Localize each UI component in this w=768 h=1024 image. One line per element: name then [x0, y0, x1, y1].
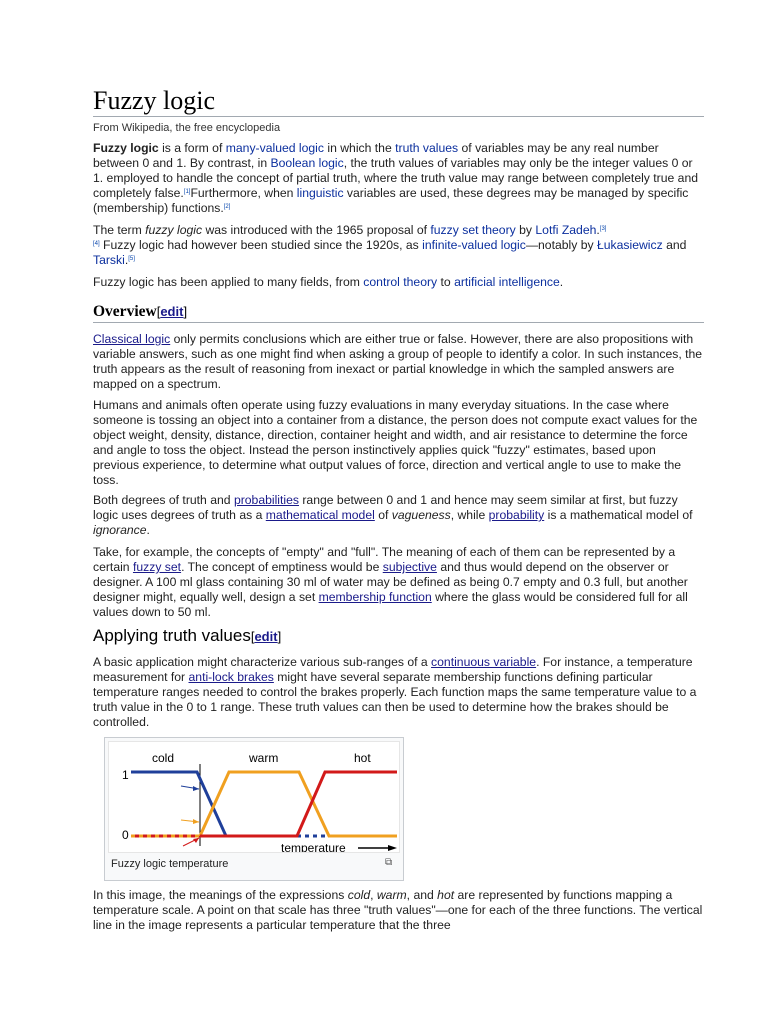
text: by: [515, 223, 536, 237]
text: might have several separate membership functions defining particular temperature ranges needed to control the brakes properly. Each function maps the same temperature value to a truth value in the 0 to 1 range. These truth values can then be used to determine how the brakes should be controlled.: [93, 670, 697, 729]
enlarge-icon[interactable]: ⧉: [385, 857, 393, 868]
citation-3[interactable]: [3]: [599, 226, 607, 232]
label-hot: hot: [354, 751, 371, 765]
link-subjective[interactable]: subjective: [382, 560, 437, 574]
link-fuzzy-set[interactable]: fuzzy set: [132, 560, 182, 574]
heading-text: Overview: [93, 303, 157, 320]
text: is a form of: [158, 141, 226, 155]
italic-term: cold: [347, 888, 371, 902]
bracket: ]: [277, 629, 282, 644]
section-heading-overview: [93, 303, 187, 321]
citation-2[interactable]: [2]: [223, 204, 231, 210]
edit-section-link: [251, 629, 281, 644]
text: .: [124, 253, 129, 267]
text: Fuzzy logic had however been studied since the 1920s, as: [99, 238, 423, 252]
y-label-zero: 0: [122, 828, 129, 842]
text: and: [662, 238, 687, 252]
label-cold: cold: [152, 751, 175, 765]
hot-curve: [200, 772, 397, 836]
text: variables are used, these degrees may be managed by specific (membership) functions.: [93, 186, 689, 215]
italic-term: vagueness: [391, 508, 451, 522]
text: .: [146, 523, 150, 537]
text: A basic application might characterize various sub-ranges of a: [93, 655, 432, 669]
text: was introduced with the 1965 proposal of: [202, 223, 431, 237]
x-axis-arrow-head: [388, 845, 397, 851]
x-axis-label: temperature: [281, 841, 346, 852]
citation-5[interactable]: [5]: [128, 256, 135, 262]
text: to: [437, 275, 455, 289]
figure-fuzzy-logic-temperature: [104, 737, 404, 881]
text: Both degrees of truth and: [93, 493, 234, 507]
fuzzy-membership-chart: [109, 742, 399, 852]
text: .: [559, 275, 564, 289]
text: —notably by: [525, 238, 597, 252]
intro-paragraph-2: [93, 223, 704, 268]
intro-paragraph-3: [93, 275, 704, 290]
link-anti-lock-brakes[interactable]: anti-lock brakes: [188, 670, 274, 684]
link-fuzzy-set-theory[interactable]: fuzzy set theory: [430, 223, 516, 237]
link-continuous-variable[interactable]: continuous variable: [431, 655, 537, 669]
link-infinite-valued-logic[interactable]: infinite-valued logic: [422, 238, 526, 252]
intro-paragraph-1: [93, 141, 704, 216]
warm-curve: [200, 772, 397, 836]
citation-1[interactable]: [1]: [183, 189, 191, 195]
overview-paragraph-3: [93, 493, 704, 538]
text: is a mathematical model of: [544, 508, 693, 522]
text: The term: [93, 223, 146, 237]
text: of: [374, 508, 392, 522]
link-mathematical-model[interactable]: mathematical model: [265, 508, 375, 522]
page-subtitle: From Wikipedia, the free encyclopedia: [93, 122, 281, 134]
link-artificial-intelligence[interactable]: artificial intelligence: [454, 275, 560, 289]
text: Fuzzy logic has been applied to many fields, from: [93, 275, 364, 289]
figure-image[interactable]: [108, 741, 400, 853]
italic-term: hot: [437, 888, 455, 902]
bold-term: Fuzzy logic: [93, 141, 159, 155]
title-divider: [93, 116, 704, 117]
text: only permits conclusions which are either true or false. However, there are also propositions with variable answers, such as one might find when asking a group of people to identify a color. In such instances, the truth appears as the result of reasoning from inexact or partial knowledge in which the sampled answers are mapped on a spectrum.: [93, 332, 703, 391]
text: Furthermore, when: [190, 186, 297, 200]
overview-paragraph-2: Humans and animals often operate using fuzzy evaluations in many everyday situations. In the case where someone is tossing an object into a container from a distance, the person does not compute exact values for the object weight, density, distance, direction, container height and width, and air resistance to determine the force and angle to toss the object. Instead the person instinctively applies quick "fuzzy" estimates, based upon previous experience, to determine what output values of force, direction and vertical angle to use to make the toss.: [93, 398, 698, 487]
link-probabilities[interactable]: probabilities: [233, 493, 299, 507]
edit-section-link: [157, 304, 187, 319]
link-membership-function[interactable]: membership function: [318, 590, 432, 604]
link-truth-values[interactable]: truth values: [395, 141, 459, 155]
applying-paragraph-1: [93, 655, 704, 730]
bracket: [: [156, 304, 161, 319]
page-title: Fuzzy logic: [93, 86, 216, 115]
citation-4[interactable]: [4]: [93, 241, 100, 247]
section-heading-applying-truth-values: [93, 626, 281, 646]
edit-link-applying[interactable]: edit: [254, 629, 278, 644]
bracket: [: [250, 629, 255, 644]
y-label-one: 1: [122, 768, 129, 782]
link-many-valued-logic[interactable]: many-valued logic: [225, 141, 324, 155]
text: .: [596, 223, 600, 237]
section-divider: [93, 322, 704, 323]
italic-term: warm: [376, 888, 407, 902]
text: are represented by functions mapping a temperature scale. A point on that scale has three "truth values"—one for each of the three functions. The vertical line in the image represents a particular temperature that the three: [93, 888, 703, 932]
text: . For instance, a temperature measurement for: [93, 655, 693, 684]
overview-paragraph-1: [93, 332, 704, 392]
bracket: ]: [183, 304, 188, 319]
text: ,: [370, 888, 377, 902]
text: and thus would depend on the observer or designer. A 100 ml glass containing 30 ml of water may be defined as being 0.7 empty and 0.3 full, but another designer might, equally well, design a set: [93, 560, 688, 604]
text: where the glass would be considered full for all values down to 50 ml.: [93, 590, 688, 619]
link-boolean-logic[interactable]: Boolean logic: [270, 156, 344, 170]
link-linguistic[interactable]: linguistic: [296, 186, 344, 200]
text: in which the: [323, 141, 396, 155]
link-probability[interactable]: probability: [488, 508, 545, 522]
italic-term: fuzzy logic: [145, 223, 203, 237]
text: range between 0 and 1 and hence may seem similar at first, but fuzzy logic uses degrees of truth as a: [93, 493, 678, 522]
link-classical-logic[interactable]: Classical logic: [93, 332, 171, 346]
text: , while: [450, 508, 489, 522]
applying-paragraph-2: [93, 888, 704, 933]
text: of variables may be any real number between 0 and 1. By contrast, in: [93, 141, 659, 170]
link-tarski[interactable]: Tarski: [93, 253, 125, 267]
text: , and: [406, 888, 438, 902]
text: . The concept of emptiness would be: [181, 560, 383, 574]
text: In this image, the meanings of the expressions: [93, 888, 348, 902]
heading-text: Applying truth values: [93, 626, 251, 645]
italic-term: ignorance: [93, 523, 147, 537]
link-lotfi-zadeh[interactable]: Lotfi Zadeh: [535, 223, 597, 237]
text: Take, for example, the concepts of "empty" and "full". The meaning of each of them can be represented by a certain: [93, 545, 676, 574]
figure-caption: Fuzzy logic temperature: [111, 858, 229, 870]
edit-link-overview[interactable]: edit: [160, 304, 184, 319]
overview-paragraph-4: [93, 545, 704, 620]
link-control-theory[interactable]: control theory: [363, 275, 438, 289]
label-warm: warm: [249, 751, 279, 765]
text: , the truth values of variables may only be the integer values 0 or 1. employed to handle the concept of partial truth, where the truth value may range between completely true and completely false.: [93, 156, 699, 200]
link-lukasiewicz[interactable]: Łukasiewicz: [596, 238, 663, 252]
